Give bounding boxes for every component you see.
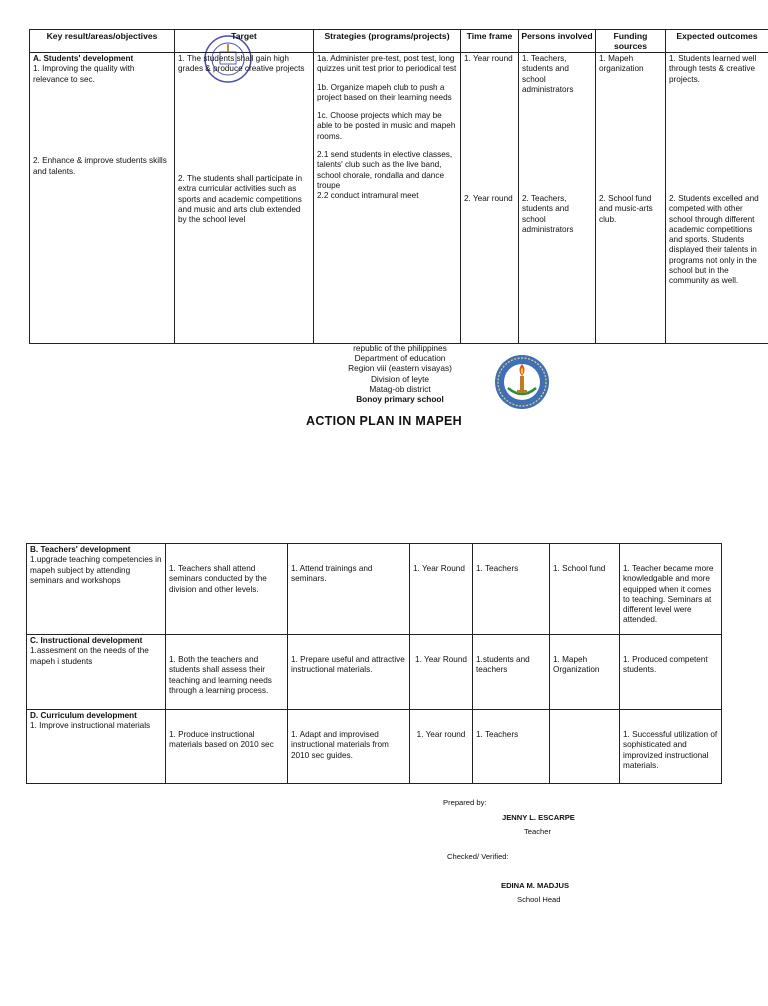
persons-cell: 1. Teachers xyxy=(473,710,550,784)
funding-cell xyxy=(596,53,666,344)
header-line-school: Bonoy primary school xyxy=(356,394,444,405)
funding-1: 1. Mapeh organization xyxy=(599,54,644,74)
col-header-funding: Funding sources xyxy=(596,30,666,53)
header-line-department: Department of education xyxy=(354,353,446,364)
col-header-time-frame: Time frame xyxy=(461,30,519,53)
strategy-2-2: 2.2 conduct intramural meet xyxy=(317,191,419,201)
strategies-cell xyxy=(314,53,461,344)
outcome-cell: 1. Successful utilization of sophisticated and improvized instructional materials. xyxy=(620,710,722,784)
time-frame-2: 2. Year round xyxy=(464,194,513,203)
checked-by-name: EDINA M. MADJUS xyxy=(501,881,570,890)
target-cell: 1. Both the teachers and students shall assess their teaching and learning needs through a learning process. xyxy=(166,635,288,710)
target-cell: 1. Teachers shall attend seminars conducted by the division and other levels. xyxy=(166,544,288,635)
header-line-country: republic of the philippines xyxy=(353,343,447,353)
prepared-by-label: Prepared by: xyxy=(443,798,487,807)
persons-cell: 1. Teachers xyxy=(473,544,550,635)
prepared-by-role: Teacher xyxy=(524,827,552,836)
time-frame-cell: 1. Year Round xyxy=(410,635,473,710)
table-row xyxy=(27,544,722,635)
table-row xyxy=(27,635,722,710)
table-row xyxy=(27,710,722,784)
col-header-strategies: Strategies (programs/projects) xyxy=(314,30,461,53)
col-header-persons: Persons involved xyxy=(519,30,596,53)
strategy-1b: 1b. Organize mapeh club to push a project based on their learning needs xyxy=(317,82,452,102)
deped-seal-icon xyxy=(494,354,550,410)
time-frame-1: 1. Year round xyxy=(464,54,513,63)
persons-2: 2. Teachers, students and school administrators xyxy=(522,194,574,234)
col-header-key-result: Key result/areas/objectives xyxy=(30,30,175,53)
funding-cell: 1. Mapeh Organization xyxy=(550,635,620,710)
col-header-outcomes: Expected outcomes xyxy=(666,30,768,53)
col-header-target: Target xyxy=(175,30,314,53)
outcomes-cell xyxy=(666,53,768,344)
time-frame-cell xyxy=(461,53,519,344)
development-plan-table xyxy=(26,543,722,784)
outcome-2: 2. Students excelled and competed with other school through different academic competitions and sports. Students displayed their talents in programs not only in the school but in the community as well. xyxy=(669,194,759,286)
header-line-district: Matag-ob district xyxy=(369,383,431,394)
funding-2: 2. School fund and music-arts club. xyxy=(599,194,653,224)
section-title: D. Curriculum development xyxy=(30,711,137,720)
strategy-2-1: 2.1 send students in elective classes, talents' club such as the live band, school chorale, rondalla and dance troupe xyxy=(317,150,453,190)
funding-cell xyxy=(550,710,620,784)
checked-by-label: Checked/ Verified: xyxy=(447,852,509,861)
persons-1: 1. Teachers, students and school administrators xyxy=(522,54,574,94)
section-title: B. Teachers' development xyxy=(30,545,131,554)
objective-2: 2. Enhance & improve students skills and talents. xyxy=(33,156,167,176)
objective-cell xyxy=(27,635,166,710)
time-frame-cell: 1. Year Round xyxy=(410,544,473,635)
target-2: 2. The students shall participate in extra curricular activities such as sports and academic competitions and music and arts club extended by the school level xyxy=(178,174,303,225)
page-title: ACTION PLAN IN MAPEH xyxy=(306,414,462,428)
outcome-cell: 1. Teacher became more knowledgable and more equipped when it comes to teaching. Seminars at different level were attended. xyxy=(620,544,722,635)
students-development-table xyxy=(29,29,768,344)
target-cell: 1. Produce instructional materials based on 2010 sec xyxy=(166,710,288,784)
target-1: 1. The students shall gain high grades & produce creative projects xyxy=(178,54,305,74)
strategy-cell: 1. Prepare useful and attractive instructional materials. xyxy=(288,635,410,710)
objective-1: 1. Improving the quality with relevance to sec. xyxy=(33,64,135,84)
objective-text: 1.assesment on the needs of the mapeh i students xyxy=(30,646,149,666)
header-line-division: Division of leyte xyxy=(370,373,430,384)
persons-cell xyxy=(519,53,596,344)
persons-cell: 1.students and teachers xyxy=(473,635,550,710)
strategy-1c: 1c. Choose projects which may be able to be posted in music and mapeh rooms. xyxy=(317,111,456,141)
time-frame-cell: 1. Year round xyxy=(410,710,473,784)
table-row xyxy=(30,53,768,344)
funding-cell: 1. School fund xyxy=(550,544,620,635)
checked-by-role: School Head xyxy=(517,895,561,904)
objective-text: 1.upgrade teaching competencies in mapeh subject by attending seminars and workshops xyxy=(30,555,162,585)
outcome-cell: 1. Produced competent students. xyxy=(620,635,722,710)
school-header xyxy=(300,343,500,404)
target-cell xyxy=(175,53,314,344)
objectives-cell xyxy=(30,53,175,344)
prepared-by-name: JENNY L. ESCARPE xyxy=(502,813,575,822)
outcome-1: 1. Students learned well through tests & creative projects. xyxy=(669,54,757,84)
objective-cell xyxy=(27,710,166,784)
section-title: C. Instructional development xyxy=(30,636,143,645)
strategy-1a: 1a. Administer pre-test, post test, long quizzes unit test prior to periodical test xyxy=(317,54,457,74)
objective-cell xyxy=(27,544,166,635)
table-header-row xyxy=(30,30,768,53)
strategy-cell: 1. Attend trainings and seminars. xyxy=(288,544,410,635)
objective-text: 1. Improve instructional materials xyxy=(30,721,151,731)
strategy-cell: 1. Adapt and improvised instructional materials from 2010 sec guides. xyxy=(288,710,410,784)
section-title: A. Students' development xyxy=(33,54,134,63)
header-line-region: Region viii (eastern visayas) xyxy=(348,363,452,374)
